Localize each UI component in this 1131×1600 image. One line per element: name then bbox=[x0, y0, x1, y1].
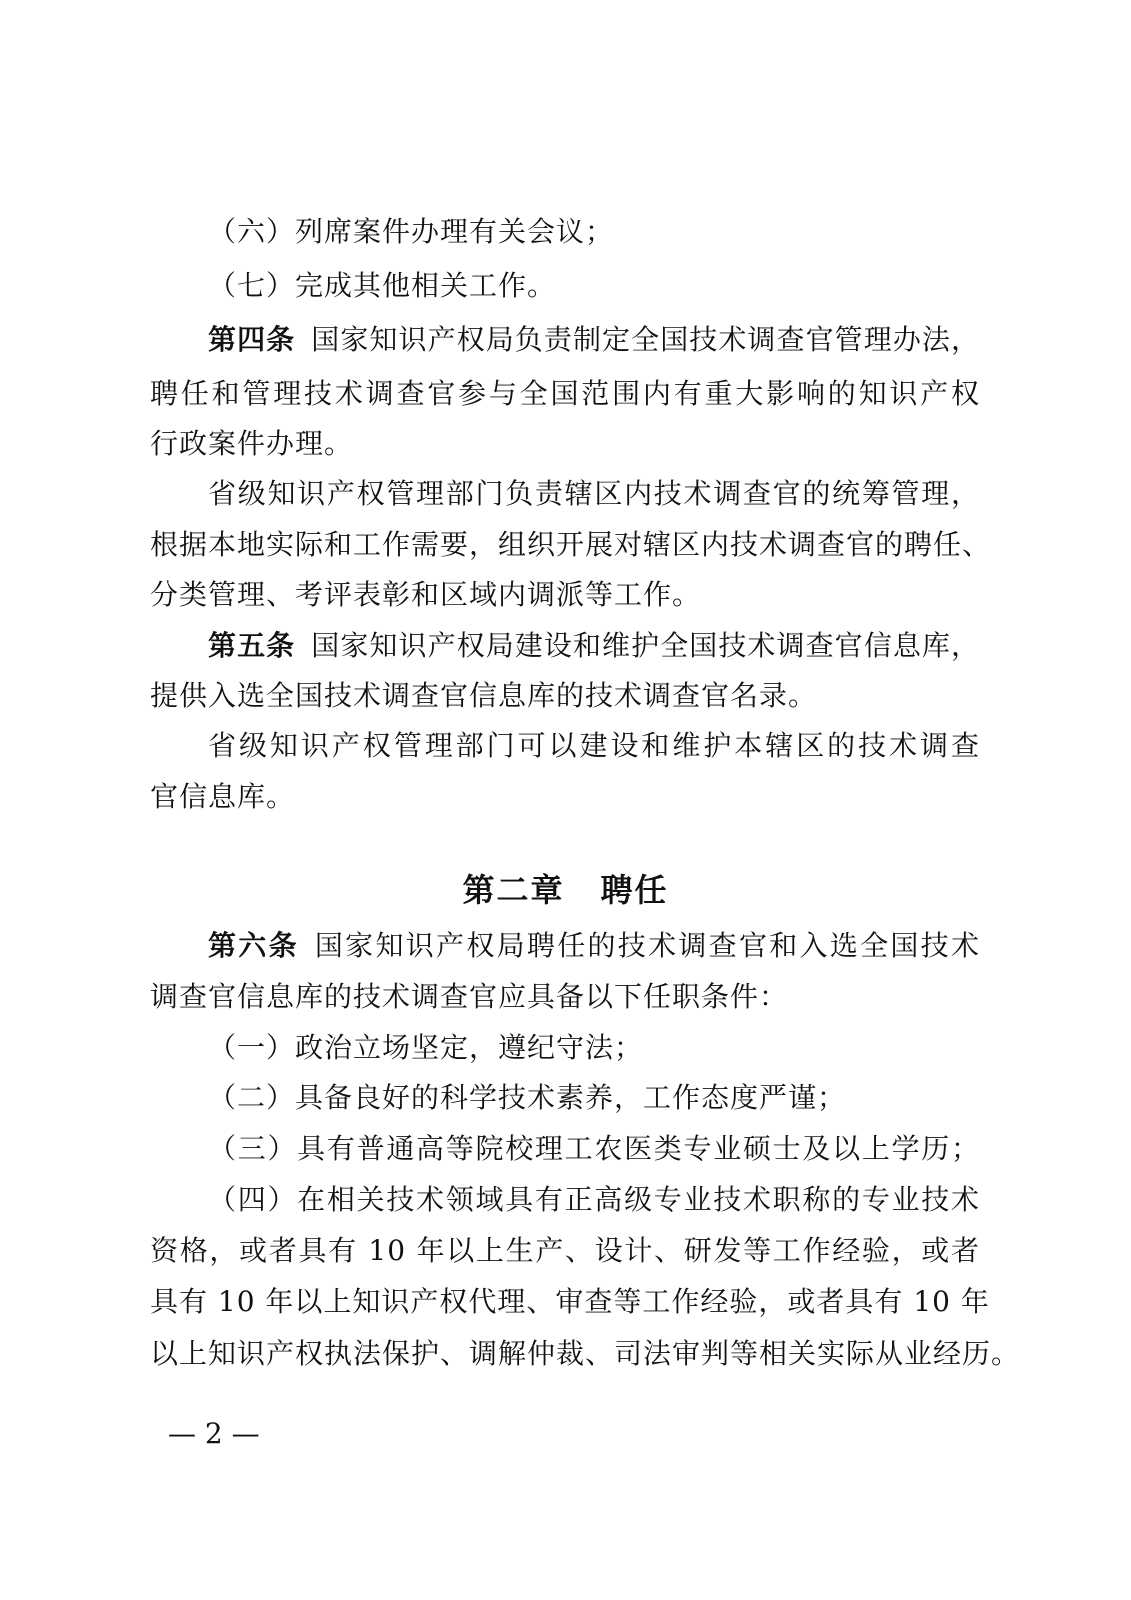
text-line: 国家知识产权局建设和维护全国技术调查官信息库， bbox=[311, 629, 980, 662]
text-line: 聘任和管理技术调查官参与全国范围内有重大影响的知识产权 bbox=[150, 377, 980, 410]
text-line: 官信息库。 bbox=[150, 780, 296, 813]
text-line: 资格，或者具有 10 年以上生产、设计、研发等工作经验，或者 bbox=[150, 1234, 980, 1267]
text-line: （三）具有普通高等院校理工农医类专业硕士及以上学历； bbox=[208, 1132, 980, 1165]
text-line: （六）列席案件办理有关会议； bbox=[208, 215, 615, 248]
text-line: 省级知识产权管理部门可以建设和维护本辖区的技术调查 bbox=[208, 729, 980, 762]
text-line: 分类管理、考评表彰和区域内调派等工作。 bbox=[150, 578, 702, 611]
text-line: 提供入选全国技术调查官信息库的技术调查官名录。 bbox=[150, 679, 818, 712]
text-line: 以上知识产权执法保护、调解仲裁、司法审判等相关实际从业经历。 bbox=[150, 1337, 1021, 1370]
article-six-paragraph bbox=[208, 926, 980, 966]
article-four-paragraph bbox=[208, 320, 980, 360]
text-line: （四）在相关技术领域具有正高级专业技术职称的专业技术 bbox=[208, 1183, 980, 1216]
article-five-paragraph bbox=[208, 626, 980, 666]
text-line: 国家知识产权局负责制定全国技术调查官管理办法， bbox=[311, 323, 980, 356]
text-line: （二）具备良好的科学技术素养，工作态度严谨； bbox=[208, 1081, 847, 1114]
text-line: 具有 10 年以上知识产权代理、审查等工作经验，或者具有 10 年 bbox=[150, 1285, 990, 1318]
text-line: 根据本地实际和工作需要，组织开展对辖区内技术调查官的聘任、 bbox=[150, 528, 992, 561]
text-line: 省级知识产权管理部门负责辖区内技术调查官的统筹管理， bbox=[208, 477, 980, 510]
chapter-title: 聘任 bbox=[600, 871, 669, 909]
page-number: — 2 — bbox=[168, 1417, 260, 1450]
text-line: 行政案件办理。 bbox=[150, 427, 354, 460]
text-line: 调查官信息库的技术调查官应具备以下任职条件： bbox=[150, 980, 789, 1013]
text-line: （七）完成其他相关工作。 bbox=[208, 269, 557, 302]
chapter-number: 第二章 bbox=[462, 871, 565, 909]
article-heading: 第四条 bbox=[208, 323, 296, 356]
text-line: 国家知识产权局聘任的技术调查官和入选全国技术 bbox=[314, 929, 980, 962]
article-heading: 第五条 bbox=[208, 629, 296, 662]
chapter-heading bbox=[0, 868, 1131, 912]
text-line: （一）政治立场坚定，遵纪守法； bbox=[208, 1031, 644, 1064]
article-heading: 第六条 bbox=[208, 929, 299, 962]
